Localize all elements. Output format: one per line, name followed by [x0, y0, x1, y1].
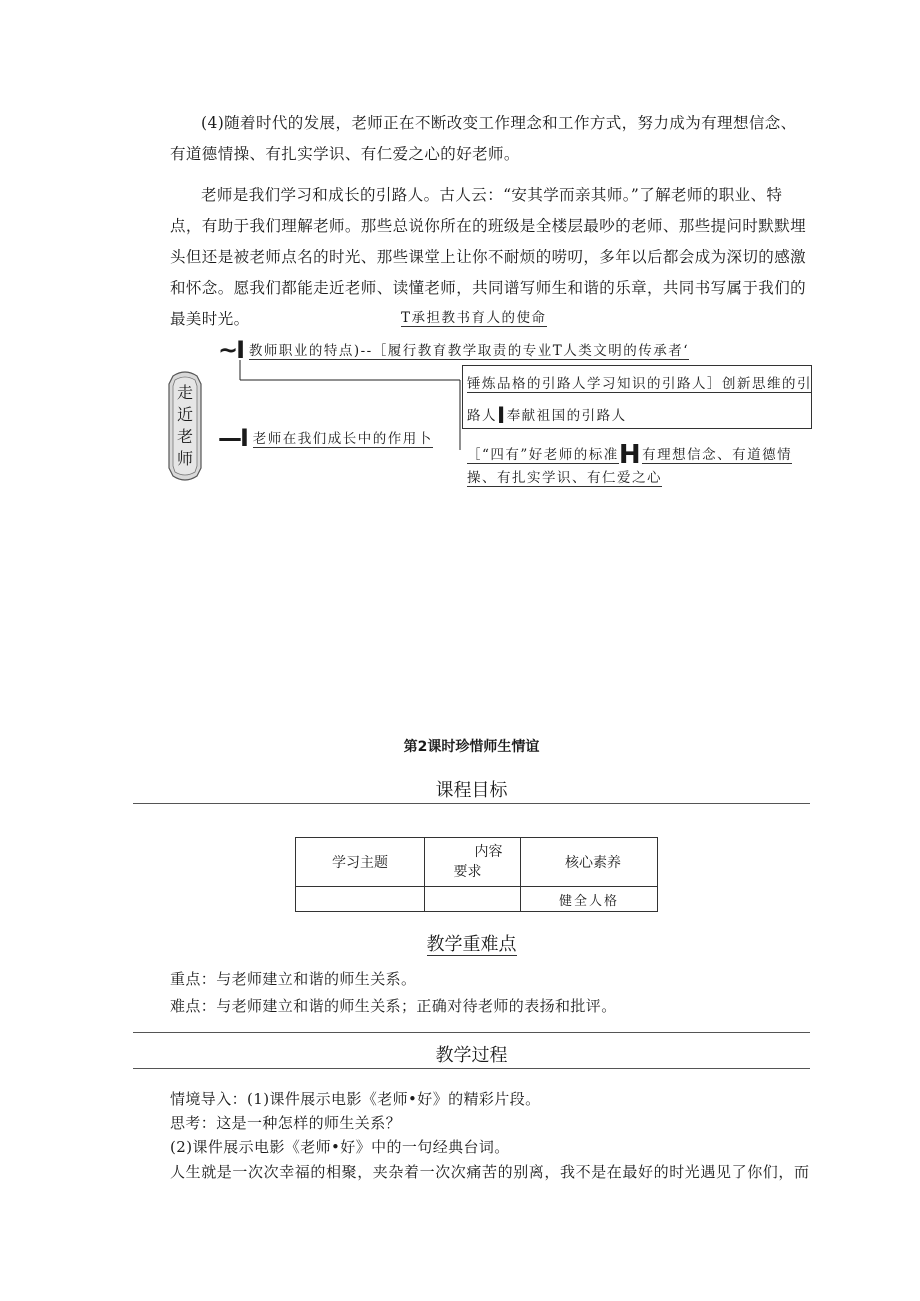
- divider: [133, 1068, 810, 1069]
- table-header-cell: 内容 要求: [425, 838, 521, 887]
- badge-char: 老: [176, 427, 193, 446]
- key-heading: 教学重难点: [426, 934, 517, 955]
- goals-heading: 课程目标: [435, 780, 508, 801]
- branch-1-text: 教师职业的特点)--［履行教育教学取责的专业T人类文明的传承者‘: [248, 343, 690, 359]
- table-cell: 健全人格: [521, 887, 658, 912]
- badge-char: 师: [176, 449, 193, 468]
- lesson-title: 第2课时珍惜师生情谊: [403, 739, 540, 755]
- table-header-cell: 核心素养: [521, 838, 658, 887]
- badge-char: 近: [176, 405, 193, 424]
- table-cell: [296, 887, 425, 912]
- difficult-point: 难点：与老师建立和谐的师生关系；正确对待老师的表扬和批评。: [170, 997, 617, 1015]
- box-line-1: 锤炼品格的引路人学习知识的引路人］创新思维的引: [467, 376, 812, 392]
- table-row: [296, 838, 658, 887]
- process-line: (2)课件展示电影《老师•好》中的一句经典台词。: [170, 1138, 510, 1156]
- process-heading: 教学过程: [435, 1045, 508, 1066]
- summary-paragraph: 老师是我们学习和成长的引路人。古人云：“安其学而亲其师。”了解老师的职业、特点，有助于我们理解老师。那些总说你所在的班级是全楼层最吵的老师、那些提问时默默埋头但还是被老师点名的时光、那些课堂上让你不耐烦的唠叨，多年以后都会成为深切的感激和怀念。愿我们都能走近老师、读懂老师，共同谱写师生和谐的乐章，共同书写属于我们的最美时光。: [170, 186, 807, 328]
- table-header-cell: 学习主题: [296, 838, 425, 887]
- process-line: 人生就是一次次幸福的相聚，夹杂着一次次痛苦的别离，我不是在最好的时光遇见了你们，而: [170, 1163, 810, 1181]
- diagram-top-line: T承担教书育人的使命: [401, 310, 547, 326]
- branch-2-marker: —I: [218, 424, 247, 452]
- branch-2-text: 老师在我们成长中的作用卜: [252, 431, 433, 447]
- table-row: [296, 887, 658, 912]
- badge-char: 走: [176, 383, 193, 402]
- divider: [133, 1032, 810, 1033]
- branch-1-marker: ~I: [218, 336, 244, 364]
- process-line: 思考：这是一种怎样的师生关系？: [170, 1114, 402, 1132]
- goals-table: [295, 837, 658, 912]
- diagram-branch-1: [218, 336, 689, 364]
- process-line: 情境导入：(1)课件展示电影《老师•好》的精彩片段。: [170, 1090, 541, 1108]
- center-badge: [165, 370, 205, 482]
- divider: [133, 803, 810, 804]
- table-cell: [425, 887, 521, 912]
- paragraph-4: (4)随着时代的发展，老师正在不断改变工作理念和工作方式，努力成为有理想信念、有道德情操、有扎实学识、有仁爱之心的好老师。: [170, 114, 797, 163]
- diagram-sub-line-2: 操、有扎实学识、有仁爱之心: [467, 470, 662, 486]
- key-point: 重点：与老师建立和谐的师生关系。: [170, 970, 417, 988]
- box-line-2: 路人I奉献祖国的引路人: [467, 404, 627, 429]
- diagram-sub-line-1: ［“四有”好老师的标准H有理想信念、有道德情: [467, 440, 793, 470]
- diagram-branch-2: [218, 424, 433, 452]
